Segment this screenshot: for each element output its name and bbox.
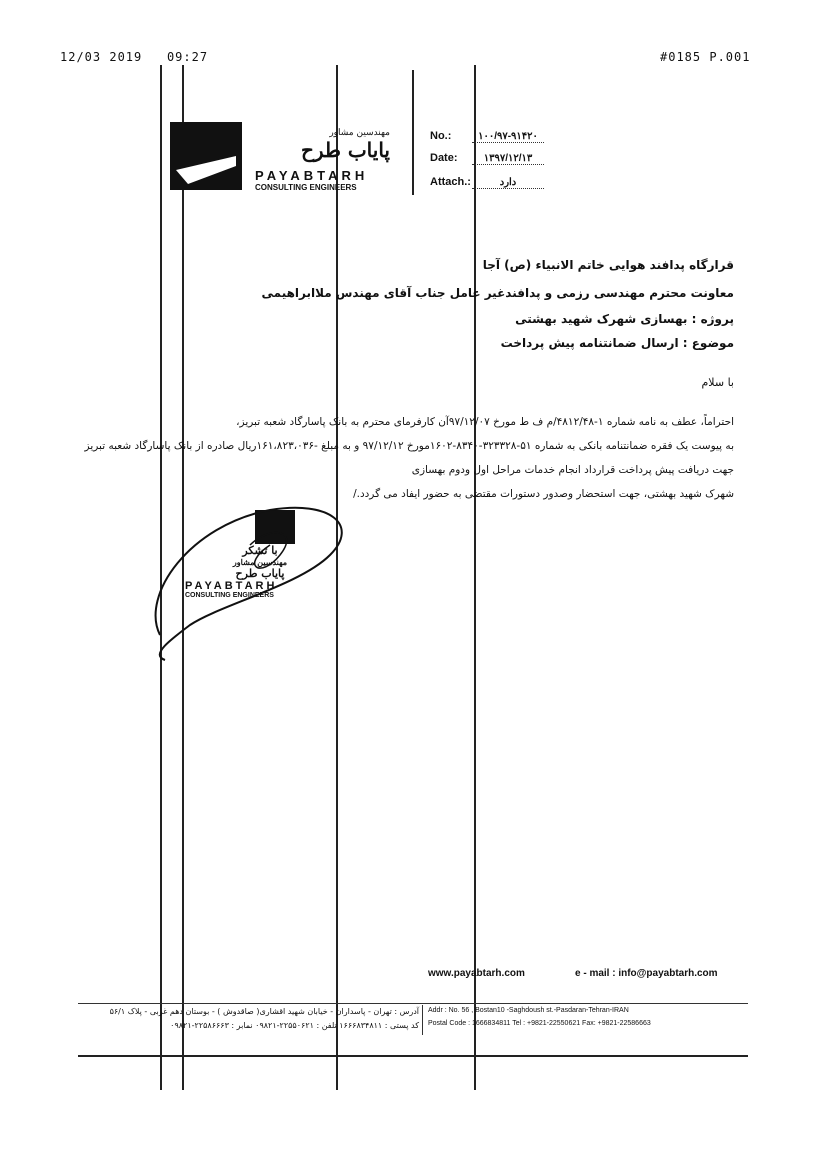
- logo-en-name: PAYABTARH: [255, 168, 369, 183]
- address-en-line: Postal Code : 1666834811 Tel : +9821-22550621 Fax: +9821-22586663: [428, 1020, 651, 1027]
- address-fa-line: کد پستی : ۱۶۶۶۸۳۴۸۱۱ تلفن : ۲۲۵۵۰۶۲۱-۰۹۸۲۱ نمابر : ۲۲۵۸۶۶۶۳-۰۹۸۲۱: [170, 1021, 419, 1030]
- subject: موضوع : ارسال ضمانتنامه پیش پرداخت: [500, 336, 734, 350]
- logo-mark: [170, 122, 242, 190]
- meta-date-label: Date:: [430, 152, 458, 164]
- logo-shape: [170, 122, 242, 190]
- body-paragraph-line: شهرک شهید بهشتی، جهت استحضار وصدور دستورات مقتضی به حضور ایفاد می گردد./: [353, 488, 734, 500]
- stamp-thanks: با تشکر: [242, 544, 278, 557]
- logo-fa-name: پایاب طرح: [301, 138, 390, 162]
- fax-page: #0185 P.001: [660, 50, 751, 64]
- footer-bottom-rule: [78, 1055, 748, 1057]
- greeting: با سلام: [701, 376, 734, 389]
- meta-number-value: ۱۰۰/۹۷-۹۱۴۲۰: [472, 131, 544, 143]
- scan-line: [160, 65, 162, 1090]
- footer-divider: [78, 1003, 748, 1004]
- fax-date: [60, 50, 208, 64]
- body-paragraph-line: احتراماً، عطف به نامه شماره ۱-۴۸۱۲/۴۸/م ف ط مورخ ۹۷/۱۲/۰۷آن کارفرمای محترم به بانک پاسارگاد شعبه تبریز،: [236, 416, 734, 428]
- scan-line: [474, 65, 476, 1090]
- project: پروژه : بهسازی شهرک شهید بهشتی: [515, 312, 734, 326]
- footer-email[interactable]: e - mail : info@payabtarh.com: [575, 968, 718, 979]
- meta-number: [430, 130, 544, 143]
- logo-english: [255, 168, 368, 192]
- stamp-en-sub: CONSULTING ENGINEERS: [185, 592, 274, 599]
- stamp-fa-small: مهندسین مشاور: [232, 557, 288, 567]
- logo-en-sub: CONSULTING ENGINEERS: [255, 183, 357, 192]
- scan-line: [412, 70, 414, 195]
- address-en-line: Addr : No. 56 , Bostan10 -Saghdoush st.-Pasdaran-Tehran-IRAN: [428, 1007, 629, 1014]
- scan-line: [336, 65, 338, 1090]
- recipient: قرارگاه پدافند هوایی خاتم الانبیاء (ص) آجا: [482, 258, 734, 272]
- address-fa-line: آدرس : تهران - پاسداران - خیابان شهید اقشاری( صاقدوش ) - بوستان دهم غربی - پلاک ۵۶/۱: [109, 1007, 419, 1016]
- body-paragraph-line: به پیوست یک فقره ضمانتنامه بانکی به شماره ۵۱-۳۲۳۳۲۸-۸۳۴۰-۱۶۰۲مورخ ۹۷/۱۲/۱۲ و به مبلغ -۱۶۱،۸۲۳،۰۳۶ریال صادره از بانک پاسارگاد شعبه تبریز جهت دریافت پیش پرداخت قرارداد انجام خدمات مراحل اول ودوم بهسازی: [84, 440, 734, 476]
- meta-attach-value: دارد: [472, 177, 544, 189]
- fax-time-text: 09:27: [166, 50, 209, 64]
- stamp-fa-name: پایاب طرح: [235, 567, 285, 580]
- meta-attach: [430, 176, 544, 189]
- logo-persian: [300, 128, 390, 162]
- fax-date-text: 12/03 2019: [60, 50, 143, 64]
- company-stamp: [185, 510, 335, 599]
- meta-number-label: No.:: [430, 130, 452, 142]
- scan-line: [182, 65, 184, 1090]
- stamp-en-name: PAYABTARH: [185, 580, 278, 592]
- meta-attach-label: Attach.:: [430, 176, 471, 188]
- logo-fa-small: مهندسین مشاور: [329, 128, 390, 138]
- addressee: معاونت محترم مهندسی رزمی و پدافندغیر عامل جناب آقای مهندس ملاابراهیمی: [261, 286, 734, 300]
- stamp-logo: [255, 510, 295, 544]
- footer-separator: [422, 1005, 423, 1035]
- footer-website[interactable]: www.payabtarh.com: [428, 968, 525, 979]
- meta-date: [430, 152, 544, 165]
- letter-body: [74, 410, 734, 506]
- meta-date-value: ۱۳۹۷/۱۲/۱۳: [472, 153, 544, 165]
